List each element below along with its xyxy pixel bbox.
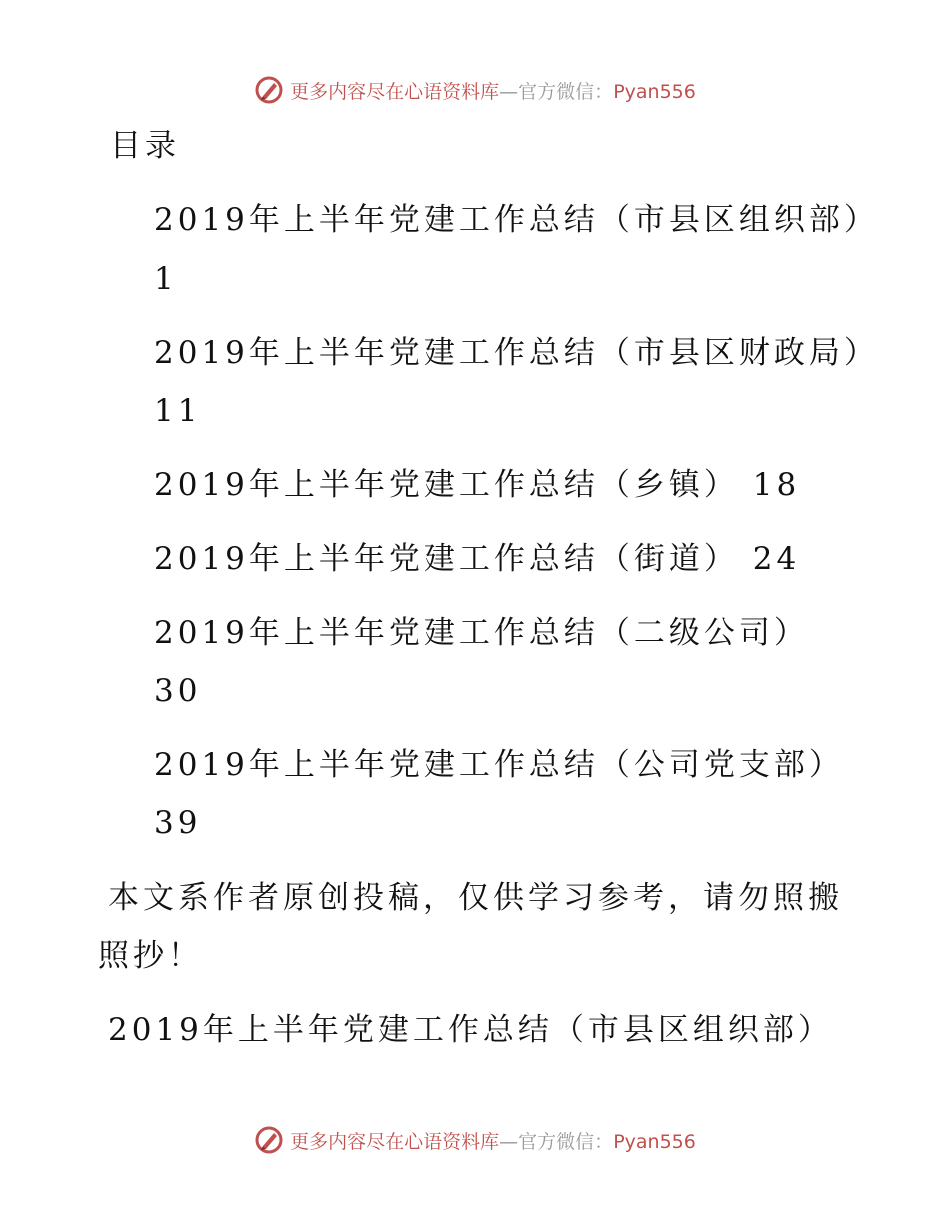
- header-banner: [0, 70, 950, 110]
- toc-entry-6-title: 2019年上半年党建工作总结（公司党支部）: [154, 747, 844, 783]
- toc-entry-1-page: 1: [154, 261, 178, 297]
- footer-banner: [0, 1120, 950, 1160]
- toc-heading: 目录: [110, 128, 180, 164]
- section-title: 2019年上半年党建工作总结（市县区组织部）: [108, 1012, 833, 1048]
- toc-entry-4-title: 2019年上半年党建工作总结（街道）: [154, 541, 739, 577]
- notice-line-2: 照抄！: [98, 938, 203, 974]
- toc-entry-4-page: 24: [752, 541, 801, 577]
- toc-entry-4: [154, 539, 800, 579]
- notice-line-1: 本文系作者原创投稿，仅供学习参考，请勿照搬: [108, 880, 843, 916]
- toc-entry-3-title: 2019年上半年党建工作总结（乡镇）: [154, 467, 739, 503]
- toc-entry-5-title: 2019年上半年党建工作总结（二级公司）: [154, 615, 809, 651]
- toc-entry-3-page: 18: [752, 467, 801, 503]
- toc-entry-6-page: 39: [154, 805, 202, 841]
- toc-entry-3: [154, 465, 800, 505]
- banner-text: 更多内容尽在心语资料库—官方微信：Pyan556: [290, 1130, 696, 1153]
- pen-logo-icon: [254, 1125, 284, 1155]
- toc-entry-1-title: 2019年上半年党建工作总结（市县区组织部）: [154, 202, 879, 238]
- pen-logo-icon: [254, 75, 284, 105]
- toc-entry-2-page: 11: [154, 393, 202, 429]
- toc-entry-2-title: 2019年上半年党建工作总结（市县区财政局）: [154, 335, 879, 371]
- banner-text: 更多内容尽在心语资料库—官方微信：Pyan556: [290, 80, 696, 103]
- toc-entry-5-page: 30: [154, 673, 202, 709]
